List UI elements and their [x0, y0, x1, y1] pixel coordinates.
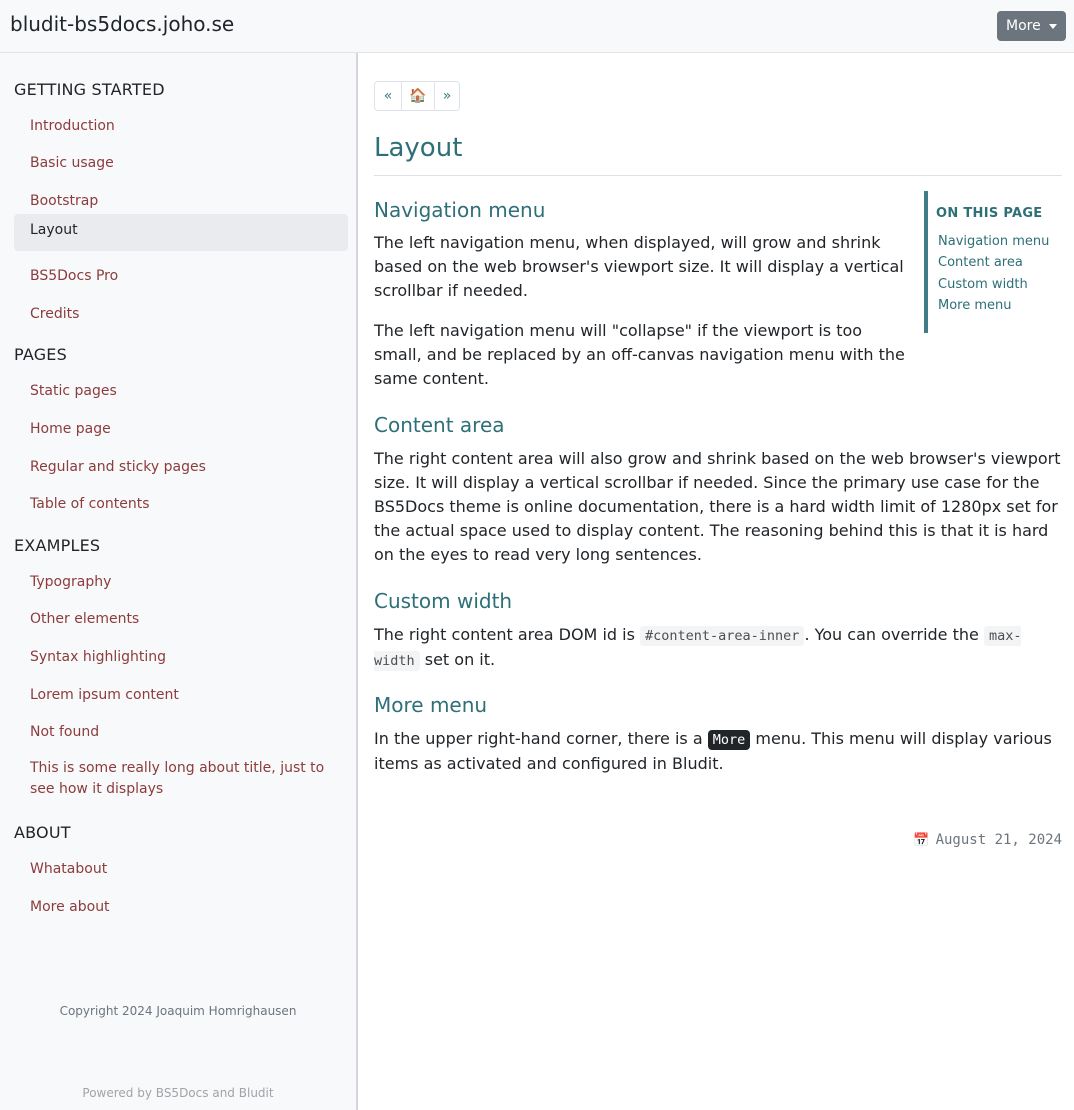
sidebar-section-about: ABOUT: [14, 823, 71, 842]
sidebar-item-credits[interactable]: Credits: [30, 306, 80, 322]
home-icon: 🏠: [409, 88, 427, 104]
sidebar-section-examples: EXAMPLES: [14, 536, 101, 555]
sidebar-item-long-about-title[interactable]: This is some really long about title, just to see how it displays: [30, 760, 325, 797]
heading-content-area: Content area: [374, 413, 505, 437]
sidebar-item-whatabout[interactable]: Whatabout: [30, 861, 108, 877]
paragraph-content-area: The right content area will also grow and shrink based on the web browser's viewport size. It will display a vertical scrollbar if needed. Since the primary use case for the BS5Docs theme is online documentation, there is a hard width limit of 1280px set for the actual space used to display content. The reasoning behind this is that it is hard on the eyes to read very long sentences.: [374, 449, 1061, 564]
heading-navigation-menu: Navigation menu: [374, 198, 546, 222]
paragraph-navigation-1: The left navigation menu, when displayed, will grow and shrink based on the web browser's viewport size. It will display a vertical scrollbar if needed.: [374, 233, 904, 300]
code-content-area-inner: #content-area-inner: [640, 626, 804, 646]
powered-prefix: Powered by: [82, 1086, 152, 1100]
toc-heading: ON THIS PAGE: [936, 206, 1043, 221]
sidebar-section-pages: PAGES: [14, 345, 67, 364]
heading-custom-width: Custom width: [374, 589, 513, 613]
custom-width-text-1: The right content area DOM id is: [374, 625, 635, 644]
sidebar-item-introduction[interactable]: Introduction: [30, 118, 115, 134]
custom-width-text-3: set on it.: [424, 650, 496, 669]
sidebar-item-bs5docs-pro[interactable]: BS5Docs Pro: [30, 268, 119, 284]
on-this-page-nav: [924, 191, 1069, 333]
toc-link-content-area[interactable]: Content area: [938, 255, 1023, 270]
kbd-more: More: [708, 730, 751, 750]
site-title-link[interactable]: bludit-bs5docs.joho.se: [10, 12, 235, 36]
previous-page-button[interactable]: [375, 82, 401, 110]
sidebar-item-lorem-ipsum[interactable]: Lorem ipsum content: [30, 687, 179, 703]
powered-and: and: [212, 1086, 235, 1100]
top-navbar: [0, 0, 1074, 53]
sidebar-item-basic-usage[interactable]: Basic usage: [30, 155, 114, 171]
page-date-text: August 21, 2024: [935, 832, 1062, 848]
sidebar-item-not-found[interactable]: Not found: [30, 724, 100, 740]
more-menu-button[interactable]: [997, 11, 1066, 41]
sidebar-item-layout[interactable]: Layout: [14, 214, 348, 251]
bs5docs-link[interactable]: BS5Docs: [155, 1086, 209, 1100]
sidebar-item-bootstrap[interactable]: Bootstrap: [30, 193, 99, 209]
toc-link-more-menu[interactable]: More menu: [938, 298, 1012, 313]
more-menu-text-2: menu. This menu will display various items as activated and configured in Bludit.: [374, 729, 1052, 773]
custom-width-text-2: . You can override the: [804, 625, 979, 644]
chevron-double-right-icon: »: [442, 88, 452, 104]
sidebar-item-table-of-contents[interactable]: Table of contents: [30, 496, 150, 512]
sidebar-item-regular-sticky-pages[interactable]: Regular and sticky pages: [30, 459, 206, 475]
chevron-double-left-icon: «: [383, 88, 393, 104]
page-title: Layout: [374, 133, 463, 163]
sidebar-item-typography[interactable]: Typography: [30, 574, 112, 590]
bludit-link[interactable]: Bludit: [238, 1086, 274, 1100]
home-button[interactable]: [401, 82, 434, 110]
copyright-text: Copyright 2024 Joaquim Homrighausen: [59, 1004, 297, 1018]
more-menu-text-1: In the upper right-hand corner, there is a: [374, 729, 703, 748]
calendar-icon: 📅: [913, 833, 930, 848]
toc-link-navigation-menu[interactable]: Navigation menu: [938, 234, 1050, 249]
toc-link-custom-width[interactable]: Custom width: [938, 277, 1028, 292]
sidebar-item-syntax-highlighting[interactable]: Syntax highlighting: [30, 649, 167, 665]
sidebar-item-more-about[interactable]: More about: [30, 899, 110, 915]
sidebar-section-getting-started: GETTING STARTED: [14, 80, 165, 99]
paragraph-navigation-2: The left navigation menu will "collapse" if the viewport is too small, and be replaced by an off-canvas navigation menu with the same content.: [374, 321, 905, 388]
more-button-label: More: [1006, 18, 1041, 34]
sidebar-item-static-pages[interactable]: Static pages: [30, 383, 117, 399]
sidebar-item-other-elements[interactable]: Other elements: [30, 611, 140, 627]
page-pager: [374, 81, 460, 111]
heading-more-menu: More menu: [374, 693, 488, 717]
next-page-button[interactable]: [434, 82, 459, 110]
powered-by-text: [0, 1086, 356, 1100]
sidebar[interactable]: [0, 53, 358, 1110]
paragraph-custom-width: [374, 623, 1024, 673]
code-max-width: max-width: [374, 628, 1022, 669]
caret-down-icon: [1049, 24, 1057, 29]
sidebar-item-home-page[interactable]: Home page: [30, 421, 111, 437]
title-divider: [374, 175, 1062, 176]
page-date: [913, 832, 1062, 848]
paragraph-more-menu: [374, 727, 1064, 776]
